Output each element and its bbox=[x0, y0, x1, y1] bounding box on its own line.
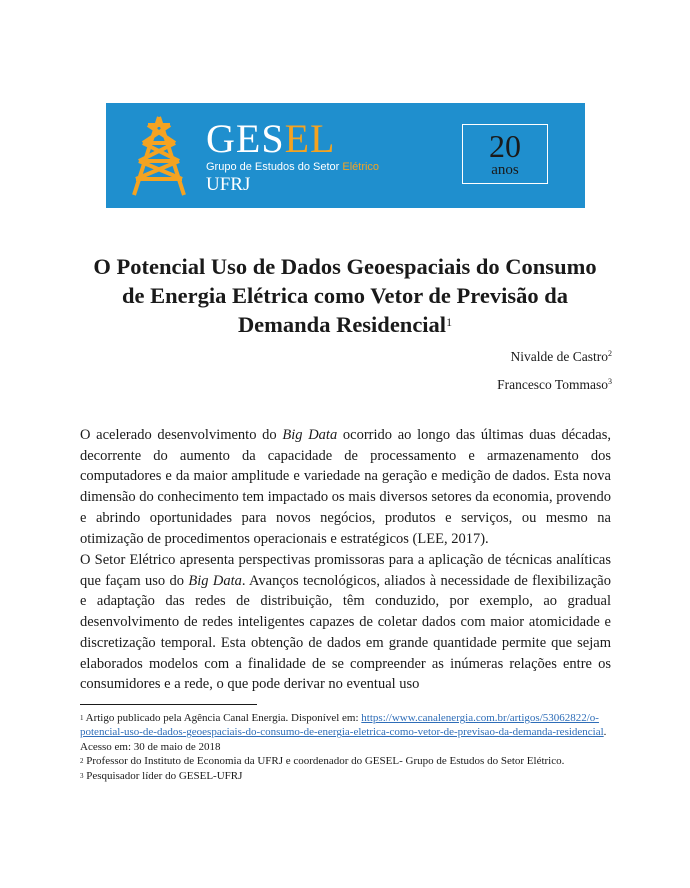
article-link[interactable]: https://www.canalenergia.com.br/artigos/53062822/o-potencial-uso-de-dados-geoespaciais-do-consumo-de-energia-eletrica-como-vetor-de-previsao-da-demanda-residencial bbox=[80, 712, 604, 739]
brand-logo bbox=[206, 116, 380, 196]
document-title: O Potencial Uso de Dados Geoespaciais do Consumo de Energia Elétrica como Vetor de Previsão da Demanda Residencial$^1$ bbox=[93, 254, 597, 337]
body-paragraph: O acelerado desenvolvimento do Big Data ocorrido ao longo das últimas duas décadas, decorrente do aumento da capacidade de processamento e armazenamento dos computadores e da maior amplitude e variedade na geração e medição de dados. Esta nova dimensão do conhecimento tem impactado os mais diversos setores da economia, provendo e abrindo oportunidades para novos negócios, produtos e serviços, ou mesmo na otimização de procedimentos operacionais e estratégicos (LEE, 2017). bbox=[80, 427, 612, 547]
transmission-tower-icon bbox=[126, 115, 192, 197]
footnote-separator bbox=[80, 704, 257, 705]
anniversary-word: anos bbox=[491, 162, 519, 178]
anniversary-badge bbox=[462, 124, 548, 184]
footnote: $^3$ Pesquisador líder do GESEL-UFRJ bbox=[80, 769, 243, 782]
anniversary-number: 20 bbox=[489, 128, 521, 164]
brand-subtitle: Grupo de Estudos do Setor Elétrico bbox=[206, 161, 380, 173]
header-banner bbox=[106, 103, 585, 208]
author-name: Nivalde de Castro$^2$ bbox=[510, 349, 612, 364]
title-footnote-ref[interactable]: 1 bbox=[446, 315, 453, 329]
brand-name: GESEL bbox=[206, 116, 336, 161]
university-name: UFRJ bbox=[206, 174, 251, 195]
footnotes bbox=[80, 711, 611, 783]
author-footnote-ref[interactable]: 2 bbox=[608, 349, 612, 358]
footnote: $^1$ Artigo publicado pela Agência Canal Energia. Disponível em: https://www.canalenergia.com.br/artigos/53062822/o-potencial-uso-de-dados-geoespaciais-do-consumo-de-energia-eletrica-como-vetor-de-previsao-da-demanda-residencial. Acesso em: 30 de maio de 2018 bbox=[80, 712, 607, 753]
author-footnote-ref[interactable]: 3 bbox=[608, 377, 612, 386]
author-name: Francesco Tommaso$^3$ bbox=[497, 377, 612, 392]
body-paragraph: O Setor Elétrico apresenta perspectivas promissoras para a aplicação de técnicas analíticas que façam uso do Big Data. Avanços tecnológicos, aliados à necessidade de flexibilização e adaptação das redes de distribuição, têm conduzido, por exemplo, ao gradual desenvolvimento de redes inteligentes capazes de coletar dados com maior atomicidade e discretização temporal. Esta obtenção de dados em grande quantidade permite que sejam elaborados modelos com a finalidade de se compreender as inúmeras relações entre os consumidores e a rede, o que pode derivar no eventual uso bbox=[80, 552, 611, 693]
footnote: $^2$ Professor do Instituto de Economia da UFRJ e coordenador do GESEL- Grupo de Estudos do Setor Elétrico. bbox=[80, 755, 565, 768]
